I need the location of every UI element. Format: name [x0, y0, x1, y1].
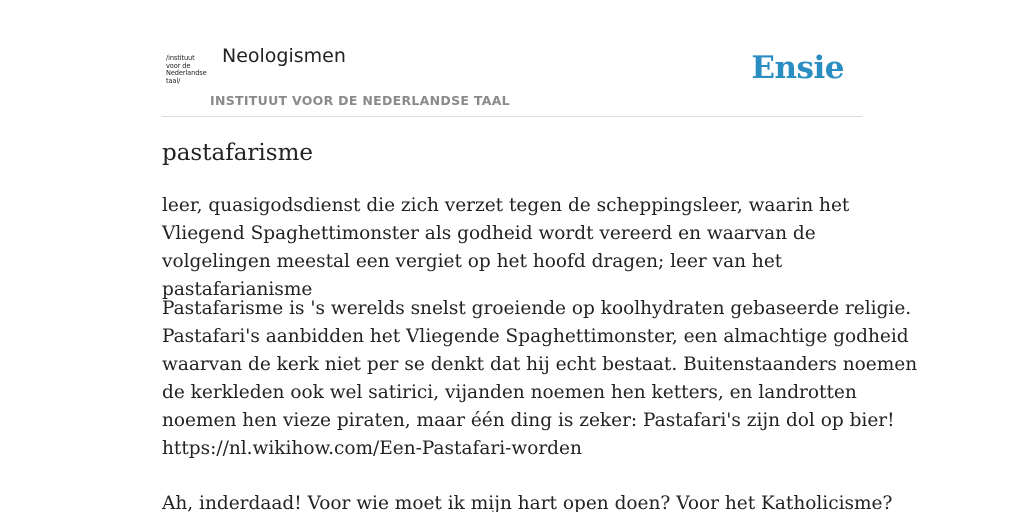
logo-line-1: /instituut — [166, 54, 195, 62]
entry-example — [162, 295, 918, 463]
example-line: de kerkleden ook wel satirici, vijanden noemen hen ketters, en landrotten — [162, 382, 857, 403]
logo-line-2: voor de — [166, 61, 191, 70]
source-subtitle: INSTITUUT VOOR DE NEDERLANDSE TAAL — [210, 93, 510, 108]
example-line: Pastafari's aanbidden het Vliegende Spaghettimonster, een almachtige godheid — [162, 326, 909, 347]
example-source-link[interactable]: https://nl.wikihow.com/Een-Pastafari-worden — [162, 438, 582, 459]
entry-definition: leer, quasigodsdienst die zich verzet tegen de scheppingsleer, waarin het Vliegend Spaghettimonster als godheid wordt vereerd en waarvan de volgelingen meestal een vergiet op het hoofd dragen; leer van het pastafarianisme — [162, 195, 850, 300]
source-title-link[interactable]: Neologismen — [222, 45, 346, 67]
header — [162, 0, 862, 117]
logo-line-3: Nederlandse — [166, 69, 207, 78]
example-line: waarvan de kerk niet per se denkt dat hij echt bestaat. Buitenstaanders noemen — [162, 354, 918, 375]
ensie-logo-link[interactable]: Ensie — [751, 50, 844, 86]
example-line: noemen hen vieze piraten, maar één ding is zeker: Pastafari's zijn dol op bier! — [162, 410, 895, 431]
example-line: Pastafarisme is 's werelds snelst groeiende op koolhydraten gebaseerde religie. — [162, 298, 912, 319]
page — [162, 0, 918, 512]
entry-example-2: Ah, inderdaad! Voor wie moet ik mijn hart open doen? Voor het Katholicisme? — [162, 493, 893, 512]
entry-word: pastafarisme — [162, 140, 313, 166]
institute-logo[interactable] — [166, 55, 208, 91]
logo-line-4: taal/ — [166, 77, 181, 86]
